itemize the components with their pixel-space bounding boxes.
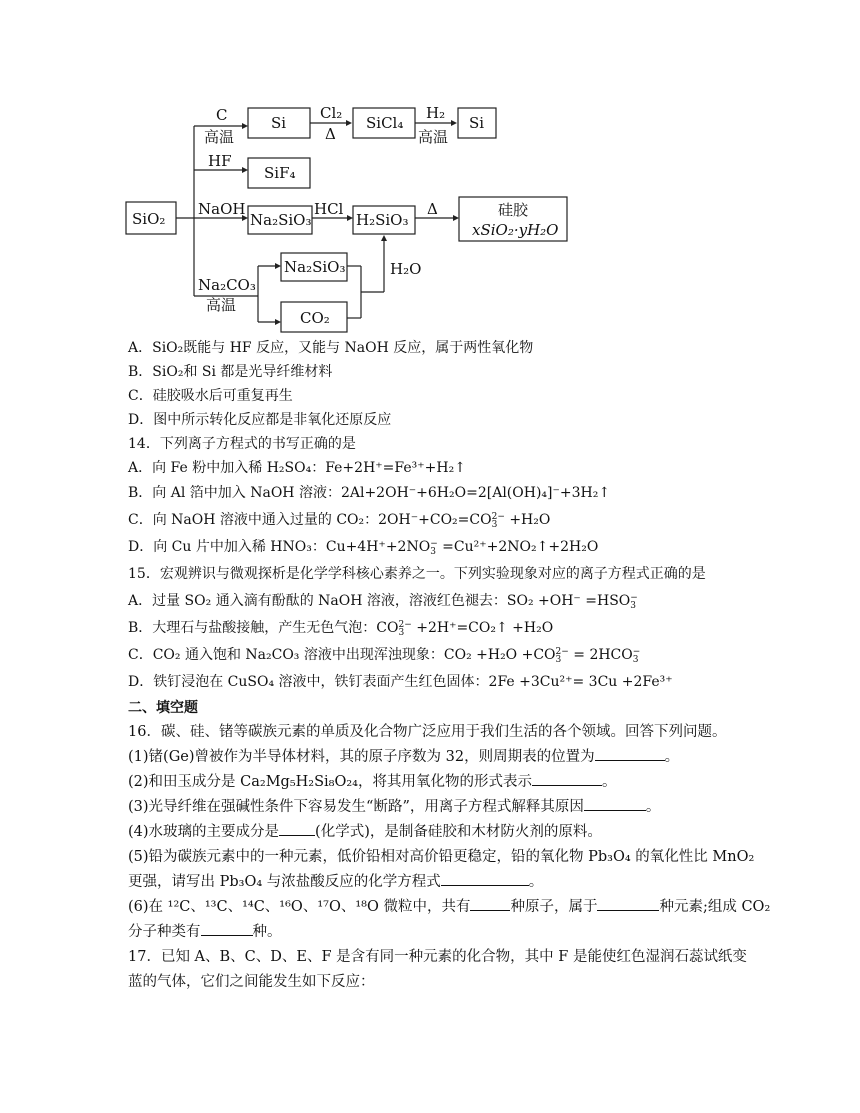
q13-option-d: D．图中所示转化反应都是非氧化还原反应	[128, 412, 392, 428]
label-delta-2: Δ	[427, 200, 438, 218]
label-h2o: H₂O	[390, 260, 422, 278]
label-co2: CO₂	[300, 309, 330, 327]
label-c: C	[216, 106, 228, 124]
question-text	[128, 336, 800, 995]
section-heading: 二、填空题	[128, 700, 198, 716]
label-high-temp-3: 高温	[206, 296, 237, 314]
label-sio2: SiO₂	[132, 210, 166, 228]
q16-part2: (2)和田玉成分是 Ca₂Mg₅H₂Si₈O₂₄，将其用氧化物的形式表示 。	[128, 770, 800, 795]
q16-part6-line1: (6)在 ¹²C、¹³C、¹⁴C、¹⁶O、¹⁷O、¹⁸O 微粒中，共有 种原子，属于 种元素;组成 CO₂	[128, 895, 800, 920]
q15-stem: 15．宏观辨识与微观探析是化学学科核心素养之一。下列实验现象对应的离子方程式正确的是	[128, 566, 706, 582]
label-sif4: SiF₄	[264, 164, 296, 182]
label-sicl4: SiCl₄	[366, 114, 404, 132]
q14-option-b: B．向 Al 箔中加入 NaOH 溶液：2Al+2OH⁻+6H₂O=2[Al(OH)₄]⁻+3H₂↑	[128, 485, 611, 501]
q15-option-d: D．铁钉浸泡在 CuSO₄ 溶液中，铁钉表面产生红色固体：2Fe +3Cu²⁺= 3Cu +2Fe³⁺	[128, 674, 673, 690]
q16-part5-line1: (5)铅为碳族元素中的一种元素，低价铅相对高价铅更稳定，铅的氧化物 Pb₃O₄ 的氧化性比 MnO₂	[128, 849, 755, 865]
q14-option-a: A．向 Fe 粉中加入稀 H₂SO₄：Fe+2H⁺=Fe³⁺+H₂↑	[128, 460, 466, 476]
label-silica-gel-formula: xSiO₂·yH₂O	[472, 221, 559, 239]
label-high-temp-1: 高温	[204, 128, 235, 146]
q15-option-c: C．CO₂ 通入饱和 Na₂CO₃ 溶液中出现浑浊现象：CO₂ +H₂O +CO 2− 3 = 2HCO − 3	[128, 647, 641, 666]
label-h2: H₂	[426, 104, 446, 122]
q16-part4: (4)水玻璃的主要成分是 (化学式)，是制备硅胶和木材防火剂的原料。	[128, 820, 800, 845]
label-high-temp-2: 高温	[418, 128, 449, 146]
q15-option-b: B．大理石与盐酸接触，产生无色气泡：CO 2− 3 +2H⁺=CO₂↑ +H₂O	[128, 620, 554, 639]
label-na2sio3: Na₂SiO₃	[250, 211, 312, 229]
q17-stem-line2: 蓝的气体，它们之间能发生如下反应：	[128, 974, 375, 990]
q16-part6-line2: 分子种类有 种。	[128, 920, 800, 945]
label-si: Si	[271, 114, 287, 132]
q16-part3: (3)光导纤维在强碱性条件下容易发生“断路”，用离子方程式解释其原因 。	[128, 795, 800, 820]
q17-stem-line1: 17．已知 A、B、C、D、E、F 是含有同一种元素的化合物，其中 F 是能使红色湿润石蕊试纸变	[128, 949, 747, 965]
q14-option-c: C．向 NaOH 溶液中通入过量的 CO₂：2OH⁻+CO₂=CO 2− 3 +H₂O	[128, 512, 551, 531]
label-delta-1: Δ	[325, 125, 336, 143]
label-na2sio3-b: Na₂SiO₃	[284, 258, 346, 276]
label-hcl: HCl	[314, 200, 344, 218]
label-naoh: NaOH	[198, 200, 246, 218]
q15-option-a: A．过量 SO₂ 通入滴有酚酞的 NaOH 溶液，溶液红色褪去：SO₂ +OH⁻ =HSO − 3	[128, 593, 638, 612]
q14-stem: 14．下列离子方程式的书写正确的是	[128, 436, 356, 452]
q14-option-d: D．向 Cu 片中加入稀 HNO₃：Cu+4H⁺+2NO − 3 =Cu²⁺+2NO₂↑+2H₂O	[128, 539, 599, 558]
q16-stem: 16．碳、硅、锗等碳族元素的单质及化合物广泛应用于我们生活的各个领域。回答下列问题。	[128, 724, 727, 740]
label-silica-gel: 硅胶	[498, 201, 529, 219]
label-cl2: Cl₂	[320, 104, 343, 122]
label-h2sio3: H₂SiO₃	[356, 211, 409, 229]
q13-option-c: C．硅胶吸水后可重复再生	[128, 388, 293, 404]
q16-part5-line2: 更强，请写出 Pb₃O₄ 与浓盐酸反应的化学方程式 。	[128, 870, 800, 895]
q16-part1: (1)锗(Ge)曾被作为半导体材料，其的原子序数为 32，则周期表的位置为 。	[128, 745, 800, 770]
label-si-end: Si	[469, 114, 485, 132]
q13-option-b: B．SiO₂和 Si 都是光导纤维材料	[128, 364, 333, 380]
silica-flow-diagram	[120, 96, 590, 336]
label-na2co3: Na₂CO₃	[198, 276, 256, 294]
label-hf: HF	[208, 152, 232, 170]
q13-option-a: A．SiO₂既能与 HF 反应，又能与 NaOH 反应，属于两性氧化物	[128, 340, 534, 356]
